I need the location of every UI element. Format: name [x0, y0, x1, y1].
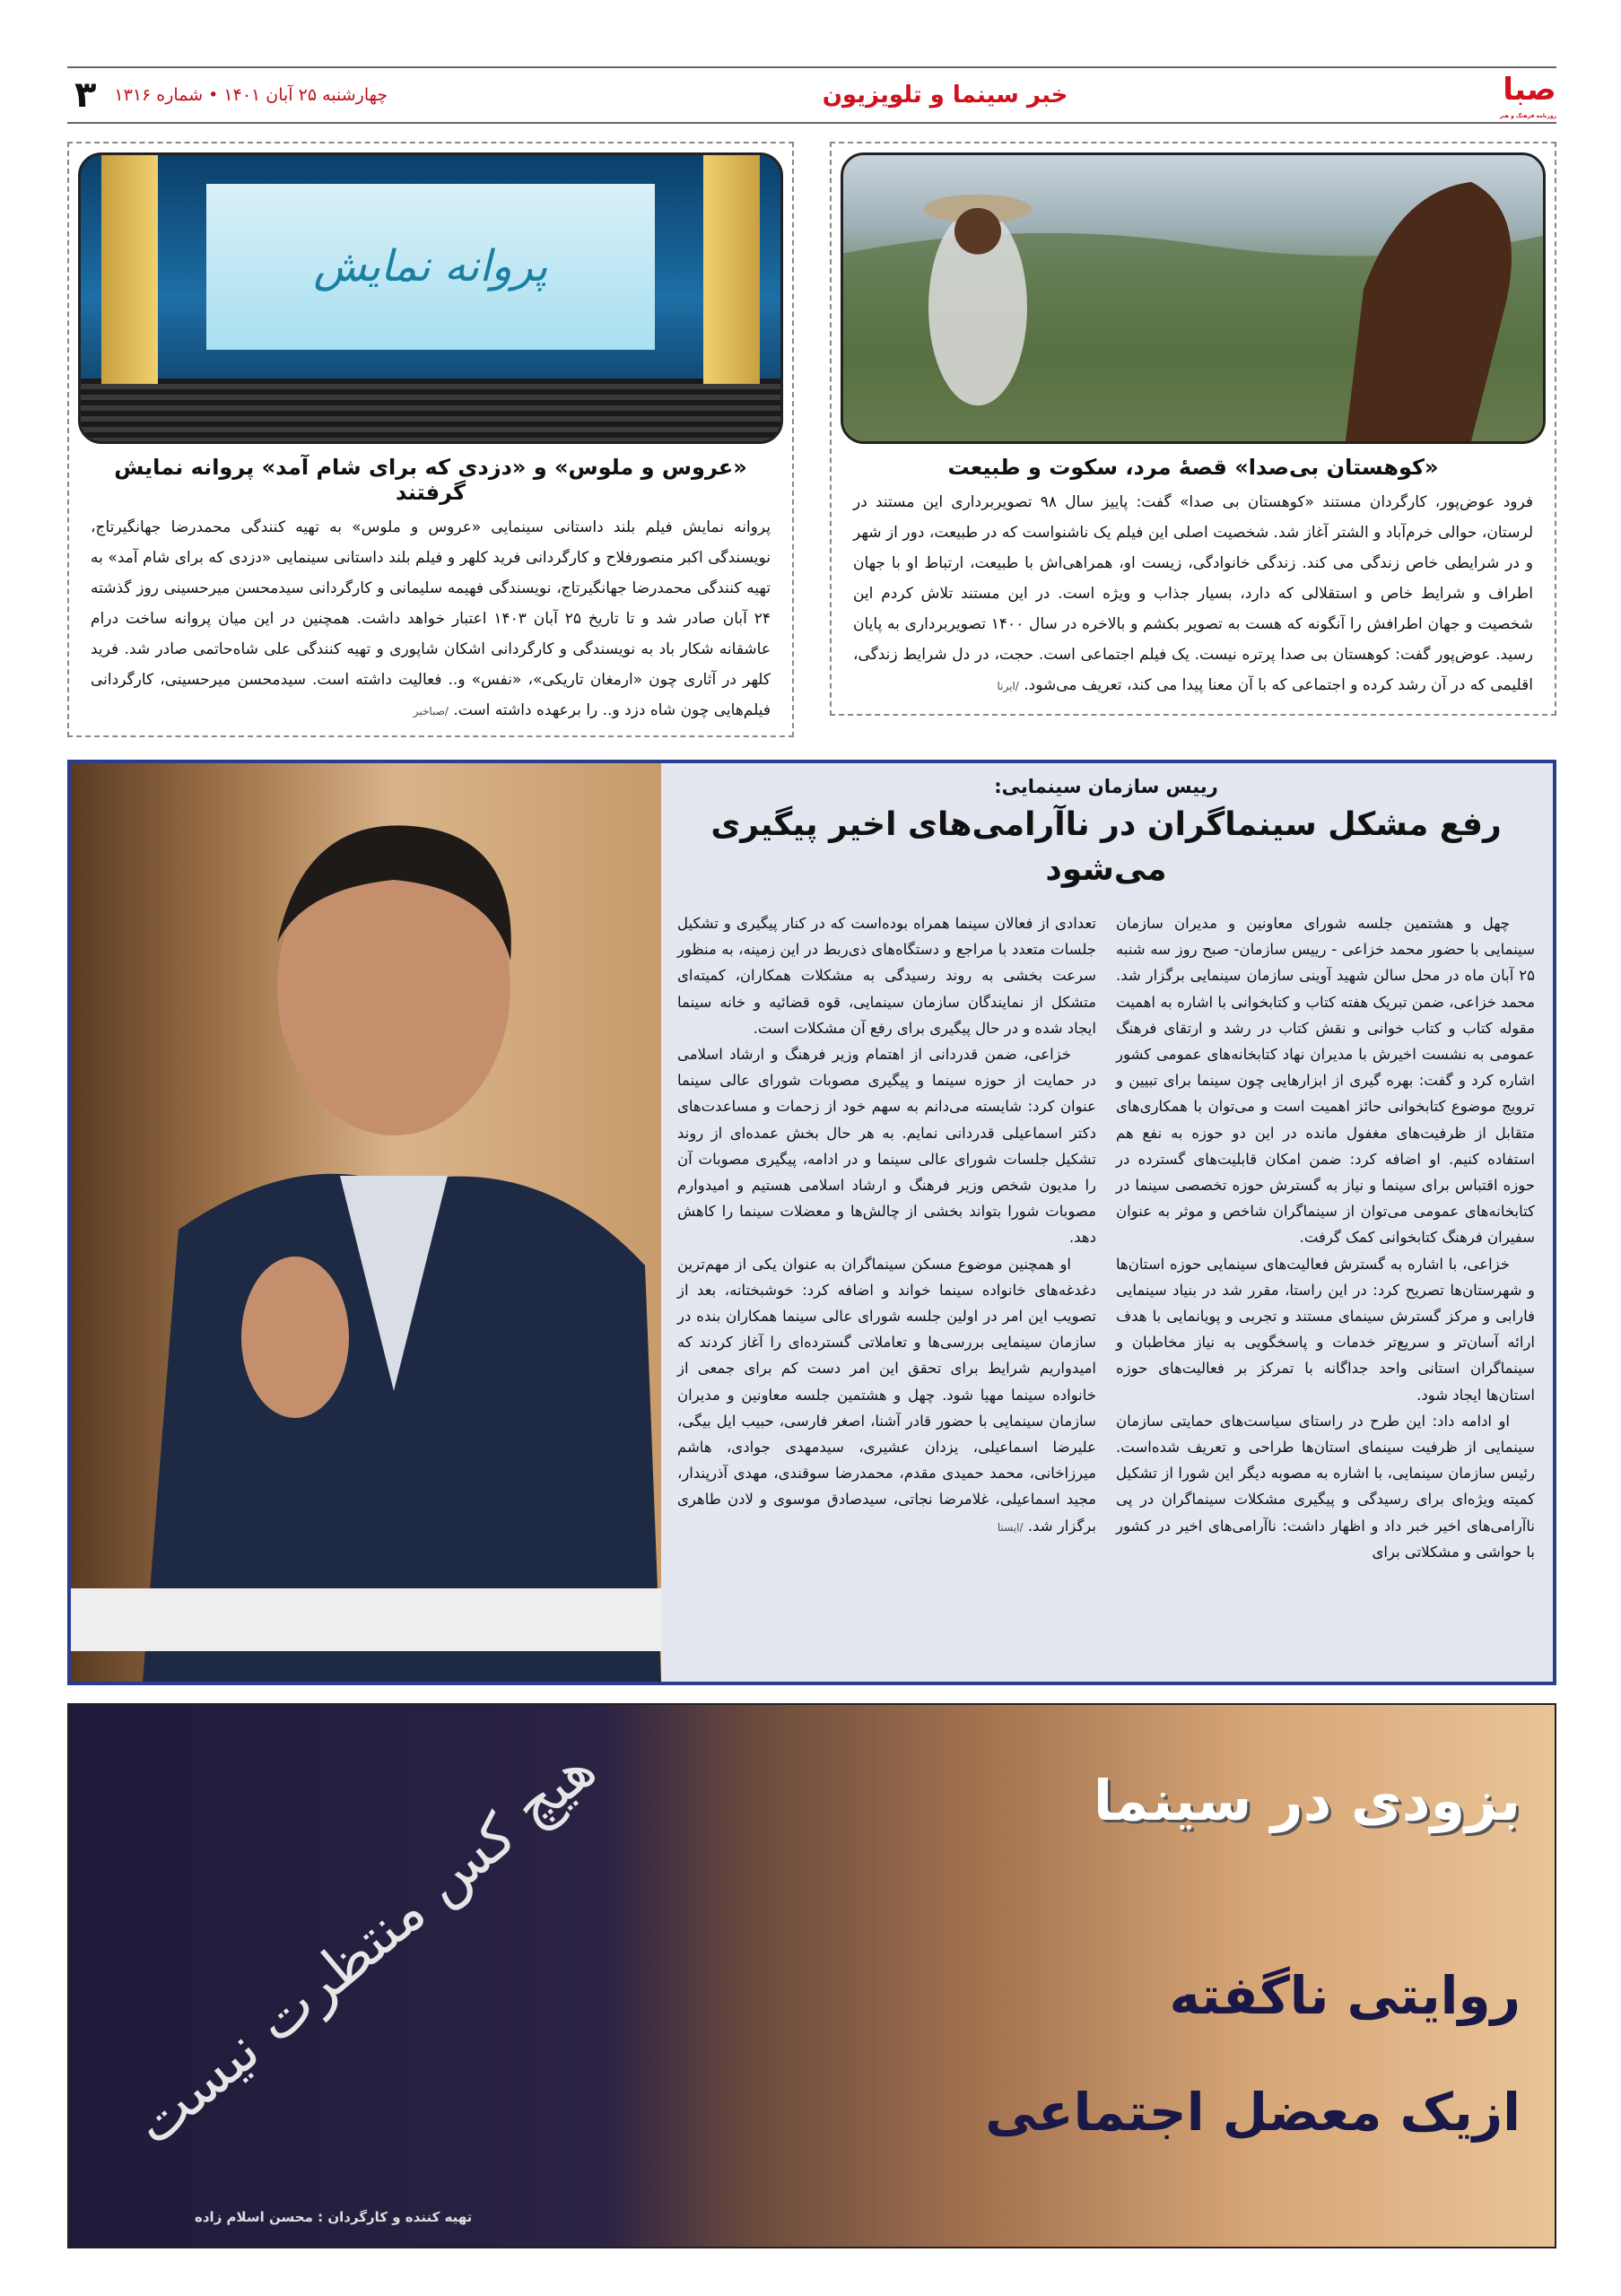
article-text-area [661, 763, 1553, 1682]
paragraph: خزاعی، ضمن قدردانی از اهتمام وزیر فرهنگ و ارشاد اسلامی در حمایت از حوزه سینما و پیگیری مصوبات شورای عالی سینما عنوان کرد: شایسته می‌دانم به سهم خود از زحمات و مساعدت‌های دکتر اسماعیلی قدردانی نمایم. به هر حال بخش عمده‌ای از روند تشکیل جلسات شورای عالی سینما و در ادامه، پیگیری مصوبات آن را مدیون شخص وزیر فرهنگ و ارشاد اسلامی هستیم و امیدوارم مصوبات شورا بتواند بخشی از چالش‌ها و معضلات سینما را کاهش دهد. [677, 1046, 1096, 1247]
film-credit: تهیه کننده و کارگردان : محسن اسلام زاده [195, 2209, 473, 2225]
story-source: /ایرنا [997, 680, 1019, 692]
photo-cinema-screen [78, 152, 783, 444]
main-article [67, 760, 1556, 1685]
story-license [67, 142, 794, 737]
section-title: خبر سینما و تلویزیون [822, 82, 1068, 109]
article-headline: رفع مشکل سینماگران در ناآرامی‌های اخیر پیگیری می‌شود [710, 806, 1502, 888]
article-column-2 [677, 910, 1096, 1565]
top-stories-row [67, 142, 1556, 737]
cinema-screen [206, 184, 654, 350]
wall-panel-right [703, 155, 759, 384]
dateline: چهارشنبه ۲۵ آبان ۱۴۰۱ • شماره ۱۳۱۶ [114, 85, 388, 105]
paragraph: تعدادی از فعالان سینما همراه بوده‌است که در کنار پیگیری و تشکیل جلسات متعدد با مراجع و دستگاه‌های ذی‌ربط در این زمینه، به منظور سرعت بخشی به روند رسیدگی به مشکلات همکاران، کمیته‌ای متشکل از نمایندگان سازمان سینمایی، قوه قضائیه و خانه سینما ایجاد شده و در حال پیگیری برای رفع آن مشکلات است. [677, 915, 1096, 1037]
story-source: /صباخبر [413, 705, 449, 718]
masthead [67, 66, 1556, 124]
story-body: پروانه نمایش فیلم بلند داستانی سینمایی «عروس و ملوس» به تهیه کنندگی محمدرضا جهانگیرتاج، نویسندگی اکبر منصورفلاح و کارگردانی فرید کلهر و فیلم بلند داستانی سینمایی «دزدی که برای شام آمد» به تهیه کنندگی محمدرضا جهانگیرتاج، نویسندگی فهیمه سلیمانی و کارگردانی سیدمحسن میرحسینی روز گذشته ۲۴ آبان صادر شد و تا تاریخ ۲۵ آبان ۱۴۰۳ اعتبار خواهد داشت. همچنین در این میان پروانه ساخت درام عاشقانه شکار باد به نویسندگی و کارگردانی اشکان شاپوری و تهیه کنندگی علی شاه‌حاتمی صادر شد. فرید کلهر در آثاری چون «ارمغان تاریکی»، «نفس» و.. فعالیت داشته است. سیدمحسن میرحسینی، کارگردانی فیلم‌هایی چون شاه دزد و.. را برعهده داشته است. /صباخبر [91, 518, 771, 719]
article-source: /ایسنا [997, 1520, 1024, 1534]
page-number: ۳ [74, 74, 97, 116]
paragraph: چهل و هشتمین جلسه شورای معاونین و مدیران سازمان سینمایی با حضور محمد خزاعی - رییس سازمان- صبح روز سه شنبه ۲۵ آبان ماه در محل سالن شهید آوینی سازمان سینمایی برگزار شد. محمد خزاعی، ضمن تبریک هفته کتاب و کتابخوانی با اشاره به اهمیت مقوله کتاب و کتاب خوانی و نقش کتاب در رشد و ارتقای فرهنگ عمومی به نشست اخیرش با مدیران نهاد کتابخانه‌های عمومی کشور اشاره کرد و گفت: بهره گیری از ابزارهایی چون سینما برای تبیین و ترویج موضوع کتابخوانی حائز اهمیت است و می‌توان با همکاری‌های متقابل از ظرفیت‌های مغفول مانده در این دو حوزه به نفع هم استفاده کنیم. او اضافه کرد: ضمن امکان قابلیت‌های گسترده در حوزه اقتباس برای سینما و نیاز به گسترش حوزه تخصصی سینما در کتابخانه‌های عمومی می‌توان از سینماگران شاخص و موثر به عنوان سفیران فرهنگ کتابخوانی کمک گرفت. [1116, 915, 1535, 1247]
story-kuhestan [830, 142, 1556, 716]
photo-man-horse [841, 152, 1546, 444]
paragraph: خزاعی، با اشاره به گسترش فعالیت‌های سینمایی حوزه استان‌ها و شهرستان‌ها تصریح کرد: در این راستا، مقرر شد در بنیاد سینمایی فارابی و مرکز گسترش سینمای مستند و تجربی و پویانمایی با هدف ارائه آسان‌تر و سریع‌تر خدمات و پاسخگویی به نیاز مخاطبان و سینماگران استانی واحد جداگانه با تمرکز بر فعالیت‌های حوزه استان‌ها ایجاد شود. [1116, 1255, 1535, 1404]
article-columns [677, 910, 1535, 1565]
photo-khazaei [71, 763, 661, 1682]
portrait-illustration [71, 763, 661, 1682]
screen-text: پروانه نمایش [313, 241, 548, 292]
paragraph: او همچنین موضوع مسکن سینماگران به عنوان یکی از مهم‌ترین دغدغه‌های خانواده سینما خواند و اضافه کرد: خوشبختانه، بعد از تصویب این امر در اولین جلسه شورای عالی سینما همکاران بنده در سازمان سینمایی بررسی‌ها و تعاملاتی گسترده‌ای را آغاز کردند که امیدواریم شرایط برای تحقق این امر دست کم برای جمعی از خانواده سینما مهیا شود. چهل و هشتمین جلسه معاونین و مدیران سازمان سینمایی با حضور قادر آشنا، اصغر فارسی، حبیب ایل بیگی، علیرضا اسماعیلی، یزدان عشیری، سیدمهدی جوادی، هاشم میرزاخانی، محمد حمیدی مقدم، محمدرضا سوقندی، مهدی آذرپندار، مجید اسماعیلی، غلامرضا نجاتی، سیدصادق موسوی و لادن طاهری برگزار شد. /ایسنا [677, 1255, 1096, 1535]
article-column-1 [1116, 910, 1535, 1565]
story-title: «کوهستان بی‌صدا» قصهٔ مرد، سکوت و طبیعت [947, 455, 1439, 480]
tagline-2: ازیک معضل اجتماعی [985, 2082, 1521, 2143]
story-title: «عروس و ملوس» و «دزدی که برای شام آمد» پروانه نمایش گرفتند [114, 455, 747, 505]
story-body: فرود عوض‌پور، کارگردان مستند «کوهستان بی صدا» گفت: پاییز سال ۹۸ تصویربرداری این مستند در لرستان، حوالی خرم‌آباد و الشتر آغاز شد. شخصیت اصلی این فیلم یک ناشنواست که در طبیعت، دور از شهر و در شرایطی خاص زندگی می کند. زندگی خانوادگی، زیست او، همراهی‌اش با طبیعت، ارتباط او با جهان اطراف و شرایط خاص و استقلالی که دارد، بسیار جذاب و ویژه است. در این مستند تلاش کردم این شخصیت و جهان اطرافش را آنگونه که هست به تصویر بکشم و بالاخره در سال ۱۴۰۰ تصویربرداری به پایان رسید. عوض‌پور گفت: کوهستان بی صدا پرتره نیست. یک فیلم اجتماعی است. حجت، در دل شرایط زندگی، اقلیمی که در آن رشد کرده و اجتماعی که با آن معنا پیدا می کند، تعریف می‌شود. /ایرنا [853, 493, 1533, 694]
photo-illustration [843, 155, 1543, 441]
paragraph: او ادامه داد: این طرح در راستای سیاست‌های حمایتی سازمان سینمایی از ظرفیت سینمای استان‌ها طراحی و تعریف شده‌است. رئیس سازمان سینمایی، با اشاره به مصوبه دیگر این شورا از تشکیل کمیته ویژه‌ای برای رسیدگی و پیگیری مشکلات سینماگران در پی ناآرامی‌های اخیر خبر داد و اظهار داشت: ناآرامی‌های اخیر در کشور با حواشی و مشکلاتی برای [1116, 1412, 1535, 1561]
article-kicker: رییس سازمان سینمایی: [994, 776, 1218, 797]
film-title-calligraphy: هیچ کس منتظرت نیست [121, 1735, 609, 2159]
coming-soon: بزودی در سینما [1093, 1768, 1521, 1833]
cinema-seats [81, 378, 780, 441]
tagline-1: روایتی ناگفته [1169, 1965, 1521, 2026]
newspaper-logo: صبا روزنامه فرهنگ و هنر [1499, 72, 1556, 119]
film-advertisement [67, 1703, 1556, 2248]
wall-panel-left [101, 155, 157, 384]
